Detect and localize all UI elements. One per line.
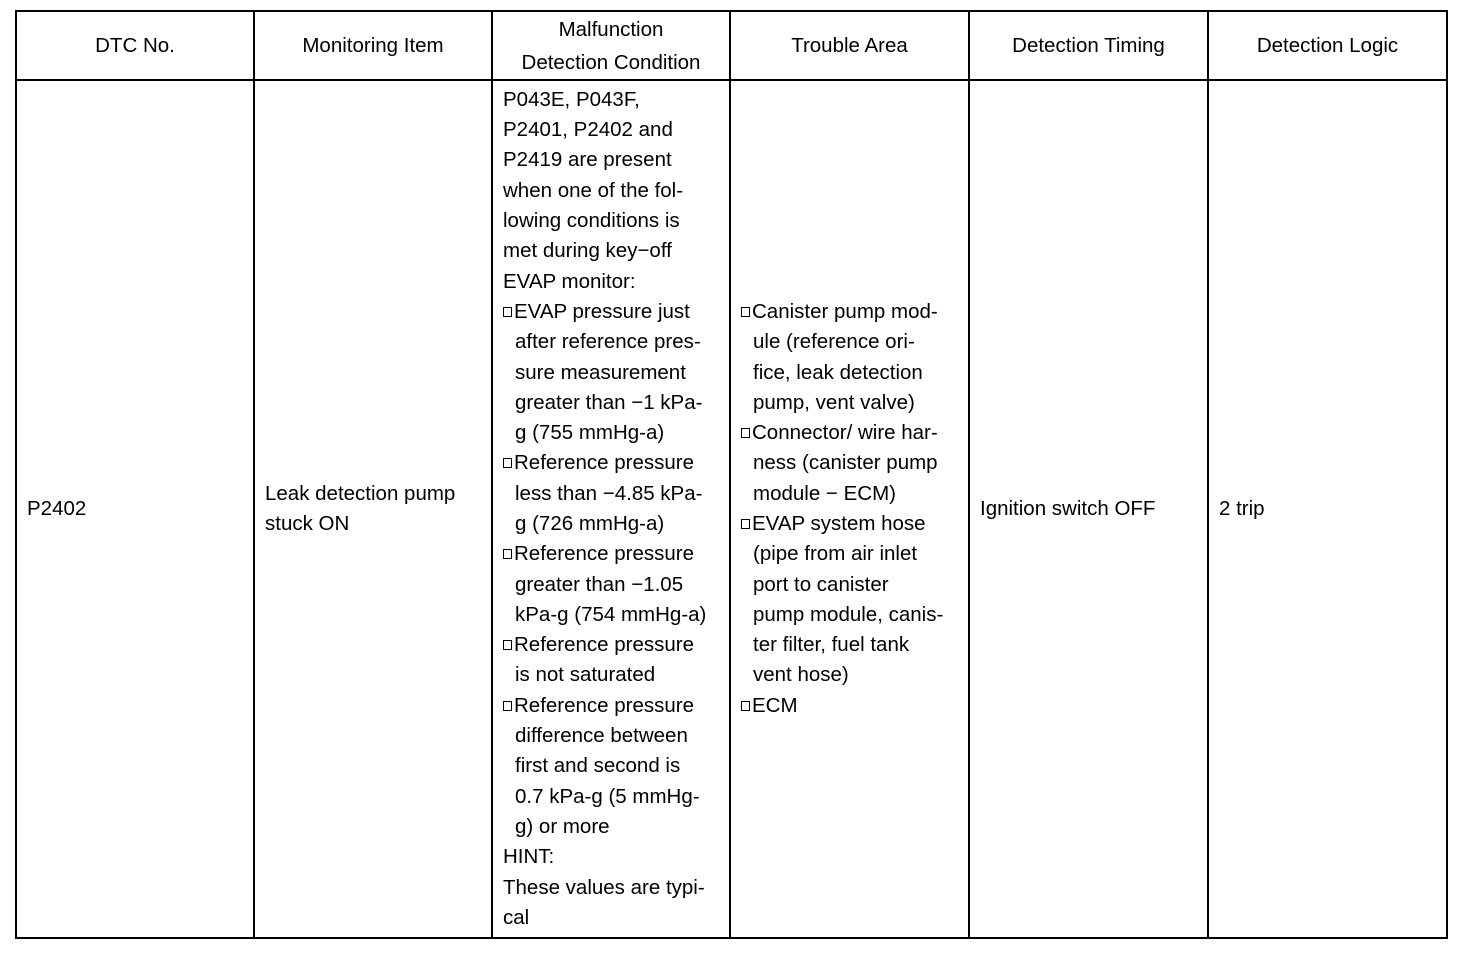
condition-line: first and second is — [515, 754, 681, 778]
trouble-area-line: ter filter, fuel tank — [753, 633, 910, 657]
bullet-box-icon — [741, 519, 750, 529]
list-item — [503, 448, 719, 539]
hint-text-line: cal — [503, 905, 530, 929]
condition-line: difference between — [515, 724, 688, 748]
cell-monitoring-item — [254, 80, 492, 938]
list-item — [741, 418, 958, 509]
trouble-area-first-line: ECM — [752, 693, 798, 717]
trouble-area-line: (pipe from air inlet — [753, 542, 918, 566]
condition-intro — [503, 85, 719, 297]
condition-list — [503, 297, 719, 842]
header-dtc-no: DTC No. — [16, 11, 254, 80]
condition-line: less than −4.85 kPa- — [515, 481, 703, 505]
condition-first-line: EVAP pressure just — [514, 299, 690, 323]
list-item — [741, 509, 958, 691]
bullet-box-icon — [503, 307, 512, 317]
monitoring-item-line-1: Leak detection pump — [265, 481, 456, 505]
list-item — [741, 297, 958, 418]
bullet-box-icon — [503, 640, 512, 650]
cell-trouble-area — [730, 80, 969, 938]
condition-intro-line: P043E, P043F, — [503, 87, 640, 111]
condition-line: g) or more — [515, 814, 610, 838]
condition-intro-line: when one of the fol- — [503, 178, 684, 202]
condition-first-line: Reference pressure — [514, 693, 695, 717]
condition-line: sure measurement — [515, 360, 686, 384]
cell-detection-logic: 2 trip — [1208, 80, 1447, 938]
header-monitoring-item: Monitoring Item — [254, 11, 492, 80]
trouble-area-line: vent hose) — [753, 663, 849, 687]
bullet-box-icon — [741, 307, 750, 317]
condition-first-line: Reference pressure — [514, 633, 695, 657]
condition-intro-line: lowing conditions is — [503, 209, 680, 233]
condition-intro-line: P2401, P2402 and — [503, 118, 673, 142]
bullet-box-icon — [503, 549, 512, 559]
hint-label: HINT: — [503, 845, 555, 869]
table-row — [16, 80, 1447, 938]
cell-detection-condition — [492, 80, 730, 938]
condition-line: g (726 mmHg-a) — [515, 512, 665, 535]
trouble-area-first-line: Connector/ wire har- — [752, 421, 938, 445]
bullet-box-icon — [741, 701, 750, 711]
header-row — [16, 11, 1447, 80]
bullet-box-icon — [741, 428, 750, 438]
condition-intro-line: met during key−off — [503, 239, 672, 263]
condition-line: is not saturated — [515, 663, 656, 687]
header-malfunction-detection-condition — [492, 11, 730, 80]
condition-line: 0.7 kPa-g (5 mmHg- — [515, 784, 700, 808]
trouble-area-line: ness (canister pump — [753, 451, 938, 475]
header-malfunction-line-2: Detection Condition — [521, 50, 701, 74]
hint — [503, 842, 719, 933]
header-trouble-area: Trouble Area — [730, 11, 969, 80]
trouble-area-line: ule (reference ori- — [753, 330, 915, 354]
bullet-box-icon — [503, 701, 512, 711]
condition-intro-line: P2419 are present — [503, 148, 672, 172]
cell-detection-timing: Ignition switch OFF — [969, 80, 1208, 938]
trouble-area-first-line: Canister pump mod- — [752, 299, 938, 323]
condition-line: after reference pres- — [515, 330, 701, 354]
trouble-area-line: fice, leak detection — [753, 360, 923, 384]
dtc-table — [15, 10, 1448, 939]
condition-line: greater than −1 kPa- — [515, 390, 703, 414]
condition-line: greater than −1.05 — [515, 572, 684, 596]
list-item — [503, 691, 719, 842]
cell-dtc-no: P2402 — [16, 80, 254, 938]
condition-line: g (755 mmHg-a) — [515, 421, 665, 445]
bullet-box-icon — [503, 458, 512, 468]
list-item — [741, 691, 958, 721]
list-item — [503, 539, 719, 630]
condition-line: kPa-g (754 mmHg-a) — [515, 602, 707, 626]
condition-first-line: Reference pressure — [514, 542, 695, 566]
condition-first-line: Reference pressure — [514, 451, 695, 475]
trouble-area-first-line: EVAP system hose — [752, 512, 926, 535]
list-item — [503, 630, 719, 691]
trouble-area-line: pump module, canis- — [753, 602, 944, 626]
trouble-area-line: pump, vent valve) — [753, 390, 915, 414]
trouble-area-line: module − ECM) — [753, 481, 896, 505]
header-detection-timing: Detection Timing — [969, 11, 1208, 80]
condition-intro-line: EVAP monitor: — [503, 269, 636, 293]
hint-text-line: These values are typi- — [503, 875, 705, 899]
header-detection-logic: Detection Logic — [1208, 11, 1447, 80]
monitoring-item-line-2: stuck ON — [265, 512, 350, 535]
list-item — [503, 297, 719, 448]
header-malfunction-line-1: Malfunction — [558, 17, 664, 41]
trouble-area-line: port to canister — [753, 572, 889, 596]
